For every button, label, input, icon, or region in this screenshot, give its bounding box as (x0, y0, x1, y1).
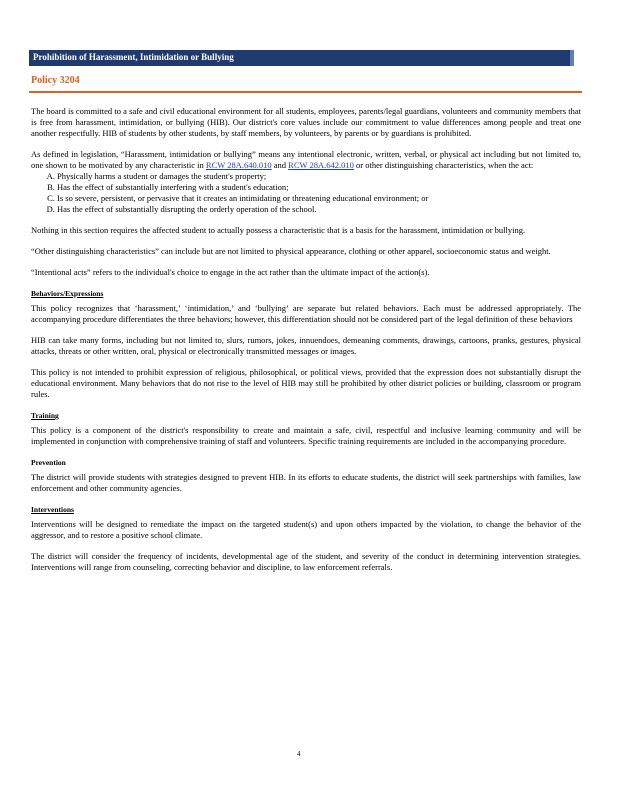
behaviors-paragraph-3: This policy is not intended to prohibit expression of religious, philosophical, or political views, provided that the expression does not substantially disrupt the educational environment. Many behaviors that do not rise to the level of HIB may still be prohibited by other district policies or building, classroom or program rules. (31, 367, 581, 399)
prevention-paragraph: The district will provide students with strategies designed to prevent HIB. In its efforts to educate students, the district will seek partnerships with families, law enforcement and other community agencies. (31, 472, 581, 493)
distinguishing-paragraph: “Other distinguishing characteristics” can include but are not limited to physical appearance, clothing or other apparel, socioeconomic status and weight. (31, 246, 551, 256)
behaviors-paragraph-2: HIB can take many forms, including but not limited to, slurs, rumors, jokes, innuendoes, demeaning comments, drawings, cartoons, pranks, gestures, physical attacks, threats or other written, oral, physical or electronically transmitted messages or images. (31, 335, 581, 356)
interventions-paragraph-2: The district will consider the frequency of incidents, developmental age of the student, and severity of the conduct in determining intervention strategies. Interventions will range from counseling, correcting behavior and discipline, to law enforcement referrals. (31, 551, 581, 572)
list-item: B. Has the effect of substantially interfering with a student's education; (57, 182, 581, 193)
page-number: 4 (297, 750, 301, 758)
behaviors-heading: Behaviors/Expressions (31, 289, 104, 298)
policy-body (31, 106, 581, 583)
interventions-paragraph-1: Interventions will be designed to remediate the impact on the targeted student(s) and upon others impacted by the violation, to change the behavior of the aggressor, and to restore a positive school climate. (31, 519, 581, 540)
training-paragraph: This policy is a component of the district's responsibility to create and maintain a safe, civil, respectful and inclusive learning community and will be implemented in conjunction with comprehensive training of staff and volunteers. Specific training requirements are included in the accompanying procedure. (31, 425, 581, 446)
document-title: Prohibition of Harassment, Intimidation or Bullying (33, 52, 234, 62)
header-title-bar (29, 50, 574, 66)
intro-paragraph: The board is committed to a safe and civil educational environment for all students, employees, parents/legal guardians, volunteers and community members that is free from harassment, intimidation, or bullying (HIB). Our district's core values include our commitment to value differences among people and treat one another respectfully. HIB of students by other students, by staff members, by volunteers, by parents or by guardians is prohibited. (31, 106, 581, 138)
policy-number: Policy 3204 (31, 75, 80, 86)
intentional-acts-paragraph: “Intentional acts” refers to the individual's choice to engage in the act rather than the ultimate impact of the action(s). (31, 267, 430, 277)
rcw-link-640[interactable]: RCW 28A.640.010 (205, 160, 272, 170)
list-item: A. Physically harms a student or damages the student's property; (57, 171, 581, 182)
prevention-heading: Prevention (31, 458, 66, 467)
act-criteria-list (31, 171, 581, 215)
definition-text: As defined in legislation, “Harassment, intimidation or bullying” means any intentional electronic, written, verbal, or physical act including but not limited to, one shown to be motivated by any characteristic in (31, 149, 581, 170)
rcw-link-642[interactable]: RCW 28A.642.010 (288, 160, 354, 170)
list-item: D. Has the effect of substantially disrupting the orderly operation of the school. (57, 204, 581, 215)
definition-and: and (271, 160, 289, 170)
definition-paragraph (31, 149, 581, 171)
list-item: C. Is so severe, persistent, or pervasive that it creates an intimidating or threatening educational environment; or (57, 193, 581, 204)
training-heading: Training (31, 411, 59, 420)
header-bar-endcap (570, 50, 574, 66)
characteristic-paragraph: Nothing in this section requires the affected student to actually possess a characteristic that is a basis for the harassment, intimidation or bullying. (31, 225, 526, 235)
interventions-heading: Interventions (31, 505, 74, 514)
section-divider (29, 91, 582, 93)
definition-tail: or other distinguishing characteristics, when the act: (353, 160, 534, 170)
behaviors-paragraph-1: This policy recognizes that ‘harassment,’ ‘intimidation,’ and ‘bullying’ are separate but related behaviors. Each must be addressed appropriately. The accompanying procedure differentiates the three behaviors; however, this differentiation should not be considered part of the legal definition of these behaviors (31, 303, 581, 324)
